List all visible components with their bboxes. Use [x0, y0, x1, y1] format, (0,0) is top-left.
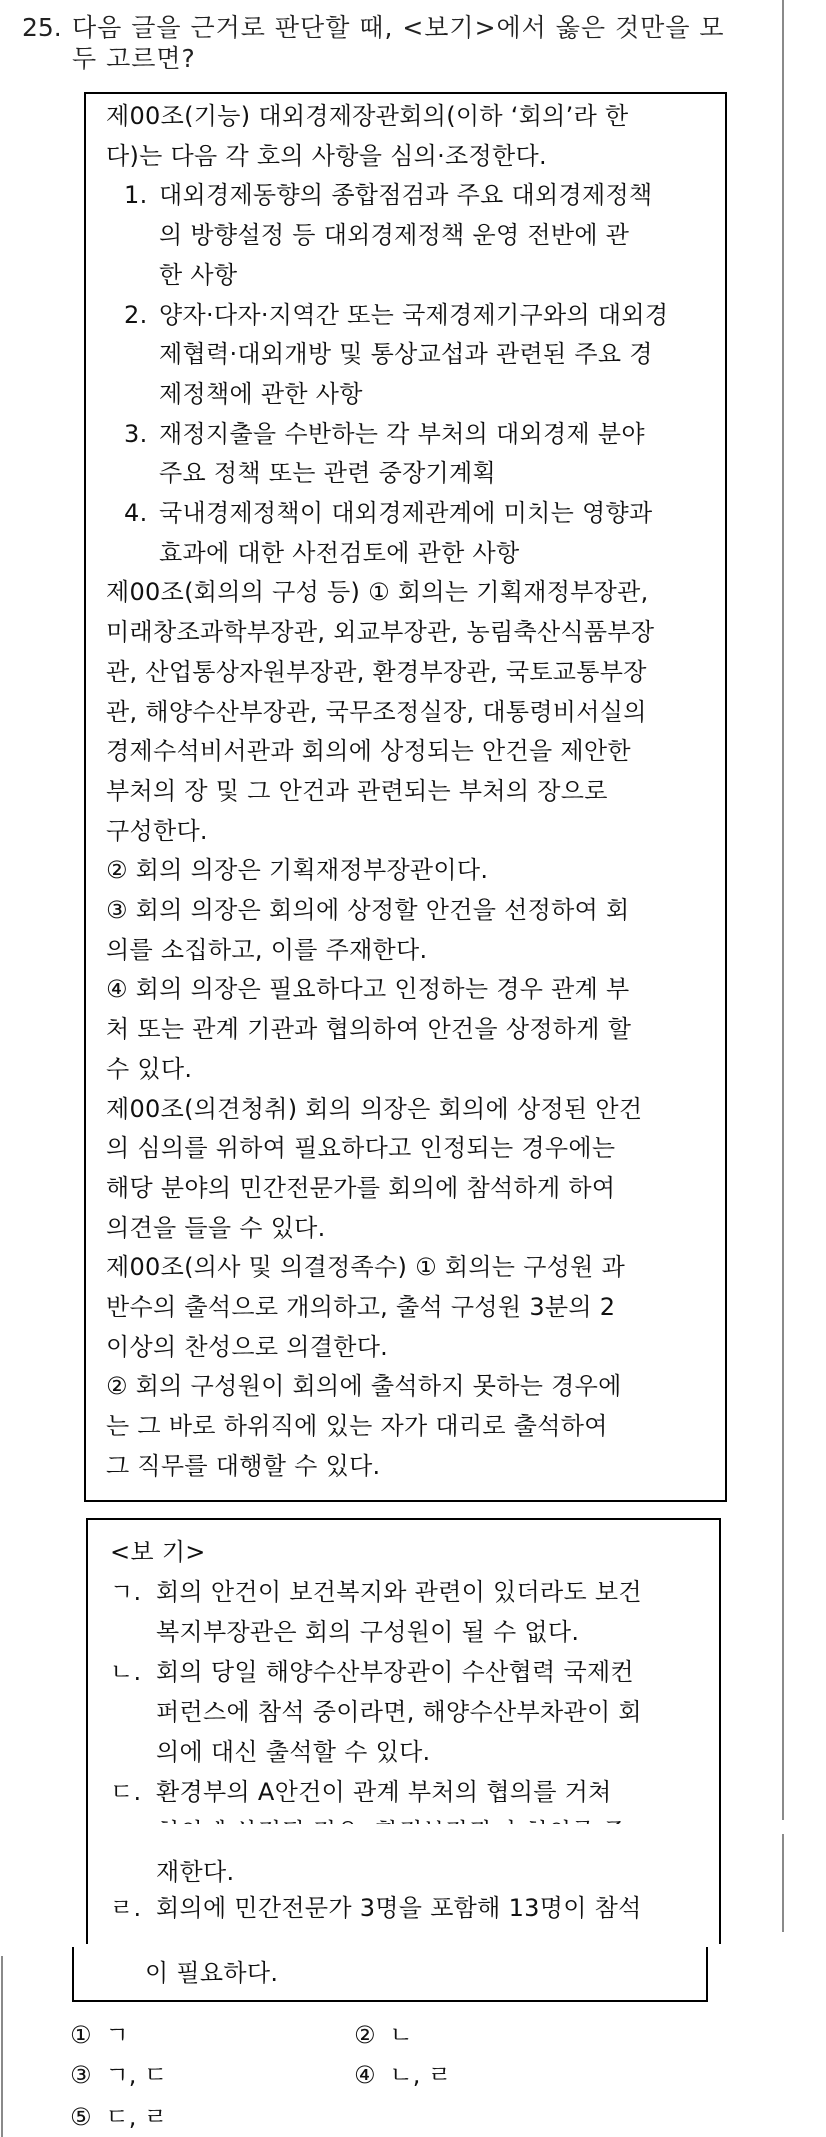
option-number: ④ [354, 2061, 376, 2089]
bogi-item-d-text: 회의에 민간전문가 3명을 포함해 13명이 참석 [156, 1894, 642, 1922]
passage-line: 부처의 장 및 그 안건과 관련되는 부처의 장으로 [106, 776, 608, 805]
question-text-line-2: 두 고르면? [72, 44, 196, 73]
option-number: ② [354, 2021, 376, 2049]
bogi-item-a-text: 회의 안건이 보건복지와 관련이 있더라도 보건 [156, 1578, 642, 1606]
passage-line: 경제수석비서관과 회의에 상정되는 안건을 제안한 [106, 737, 631, 766]
passage-line: 미래창조과학부장관, 외교부장관, 농림축산식품부장 [106, 618, 655, 647]
passage-line: 관, 해양수산부장관, 국무조정실장, 대통령비서실의 [106, 697, 647, 726]
passage-line: ② 회의 의장은 기획재정부장관이다. [106, 856, 489, 885]
passage-item-text: 한 사항 [159, 260, 238, 289]
passage-line: 는 그 바로 하위직에 있는 자가 대리로 출석하여 [106, 1412, 608, 1441]
question-text-line-1: 다음 글을 근거로 판단할 때, <보기>에서 옳은 것만을 모 [72, 13, 725, 42]
passage-box [84, 92, 727, 1502]
passage-line: 처 또는 관계 기관과 협의하여 안건을 상정하게 할 [106, 1015, 632, 1044]
option-number: ⑤ [70, 2103, 92, 2131]
passage-line: 의를 소집하고, 이를 주재한다. [106, 935, 428, 964]
passage-line: 구성한다. [106, 816, 208, 845]
bogi-item-b-text: 회의 당일 해양수산부장관이 수산협력 국제컨 [156, 1658, 634, 1686]
page-margin-rule [1, 1956, 3, 2137]
bogi-item-b-text: 의에 대신 출석할 수 있다. [156, 1738, 431, 1766]
passage-item-number: 4. [124, 499, 148, 527]
passage-item-number: 2. [124, 300, 148, 329]
option-3[interactable] [70, 2059, 167, 2091]
option-1[interactable] [70, 2019, 129, 2051]
bogi-item-b-text: 퍼런스에 참석 중이라면, 해양수산부차관이 회 [156, 1698, 642, 1726]
option-2[interactable] [354, 2019, 413, 2051]
bogi-box-continued [86, 1824, 721, 1944]
bogi-item-a-marker: ㄱ. [110, 1578, 142, 1606]
page-margin-rule [782, 1834, 784, 1932]
option-value: ㄱ, ㄷ [105, 2061, 168, 2089]
passage-item-text: 효과에 대한 사전검토에 관한 사항 [159, 538, 520, 567]
bogi-item-a-text: 복지부장관은 회의 구성원이 될 수 없다. [156, 1618, 580, 1646]
passage-item-text: 국내경제정책이 대외경제관계에 미치는 영향과 [159, 499, 653, 527]
option-value: ㄷ, ㄹ [105, 2103, 168, 2131]
passage-line: 그 직무를 대행할 수 있다. [106, 1451, 381, 1480]
passage-line: 제00조(의견청취) 회의 의장은 회의에 상정된 안건 [106, 1094, 643, 1123]
option-value: ㄴ, ㄹ [389, 2061, 452, 2089]
passage-item-text: 제정책에 관한 사항 [159, 379, 363, 408]
option-number: ③ [70, 2061, 92, 2089]
passage-item-text: 제협력·대외개방 및 통상교섭과 관련된 주요 경 [159, 340, 653, 369]
question-number: 25. [22, 13, 62, 42]
passage-line: 다)는 다음 각 호의 사항을 심의·조정한다. [106, 141, 547, 170]
bogi-item-d-marker: ㄹ. [110, 1894, 142, 1922]
bogi-box-segment-bottom [72, 1957, 708, 2003]
passage-line: 제00조(의사 및 의결정족수) ① 회의는 구성원 과 [106, 1253, 626, 1282]
option-number: ① [70, 2021, 92, 2049]
bogi-box-end [72, 1947, 708, 2002]
bogi-item-c-marker: ㄷ. [110, 1778, 142, 1806]
passage-line: 의 심의를 위하여 필요하다고 인정되는 경우에는 [106, 1134, 616, 1163]
bogi-title: <보 기> [110, 1538, 206, 1566]
bogi-item-c-text: 환경부의 A안건이 관계 부처의 협의를 거쳐 [156, 1778, 612, 1806]
passage-item-text: 재정지출을 수반하는 각 부처의 대외경제 분야 [159, 419, 645, 448]
passage-line: 제00조(회의의 구성 등) ① 회의는 기획재정부장관, [106, 578, 649, 607]
bogi-box-segment-top [86, 1518, 722, 1820]
passage-line: ③ 회의 의장은 회의에 상정할 안건을 선정하여 회 [106, 896, 630, 924]
passage-line: 의견을 들을 수 있다. [106, 1213, 326, 1242]
option-5[interactable] [70, 2101, 167, 2133]
bogi-item-b-marker: ㄴ. [110, 1658, 142, 1686]
passage-item-text: 주요 정책 또는 관련 중장기계획 [159, 459, 497, 488]
passage-item-text: 양자·다자·지역간 또는 국제경제기구와의 대외경 [159, 300, 669, 329]
passage-line: 수 있다. [106, 1054, 193, 1083]
bogi-item-d-continued: 이 필요하다. [145, 1959, 279, 1987]
bogi-box-segment-middle [86, 1834, 722, 1925]
option-value: ㄴ [389, 2021, 413, 2049]
passage-line: 반수의 출석으로 개의하고, 출석 구성원 3분의 2 [106, 1293, 616, 1321]
passage-item-number: 1. [124, 181, 148, 210]
passage-line: 이상의 찬성으로 의결한다. [106, 1332, 389, 1361]
passage-line: 제00조(기능) 대외경제장관회의(이하 ‘회의’라 한 [106, 102, 629, 130]
passage-item-text: 대외경제동향의 종합점검과 주요 대외경제정책 [159, 181, 653, 210]
page-margin-rule [782, 0, 784, 1820]
passage-line: ② 회의 구성원이 회의에 출석하지 못하는 경우에 [106, 1372, 622, 1401]
passage-line: ④ 회의 의장은 필요하다고 인정하는 경우 관계 부 [106, 975, 630, 1004]
bogi-item-c-text: 재한다. [156, 1858, 235, 1886]
passage-item-number: 3. [124, 419, 148, 448]
question-stem [22, 12, 782, 74]
option-4[interactable] [354, 2059, 451, 2091]
passage-item-text: 의 방향설정 등 대외경제정책 운영 전반에 관 [159, 221, 630, 250]
passage-line: 관, 산업통상자원부장관, 환경부장관, 국토교통부장 [106, 657, 647, 686]
option-value: ㄱ [105, 2021, 129, 2049]
passage-line: 해당 분야의 민간전문가를 회의에 참석하게 하여 [106, 1173, 616, 1202]
